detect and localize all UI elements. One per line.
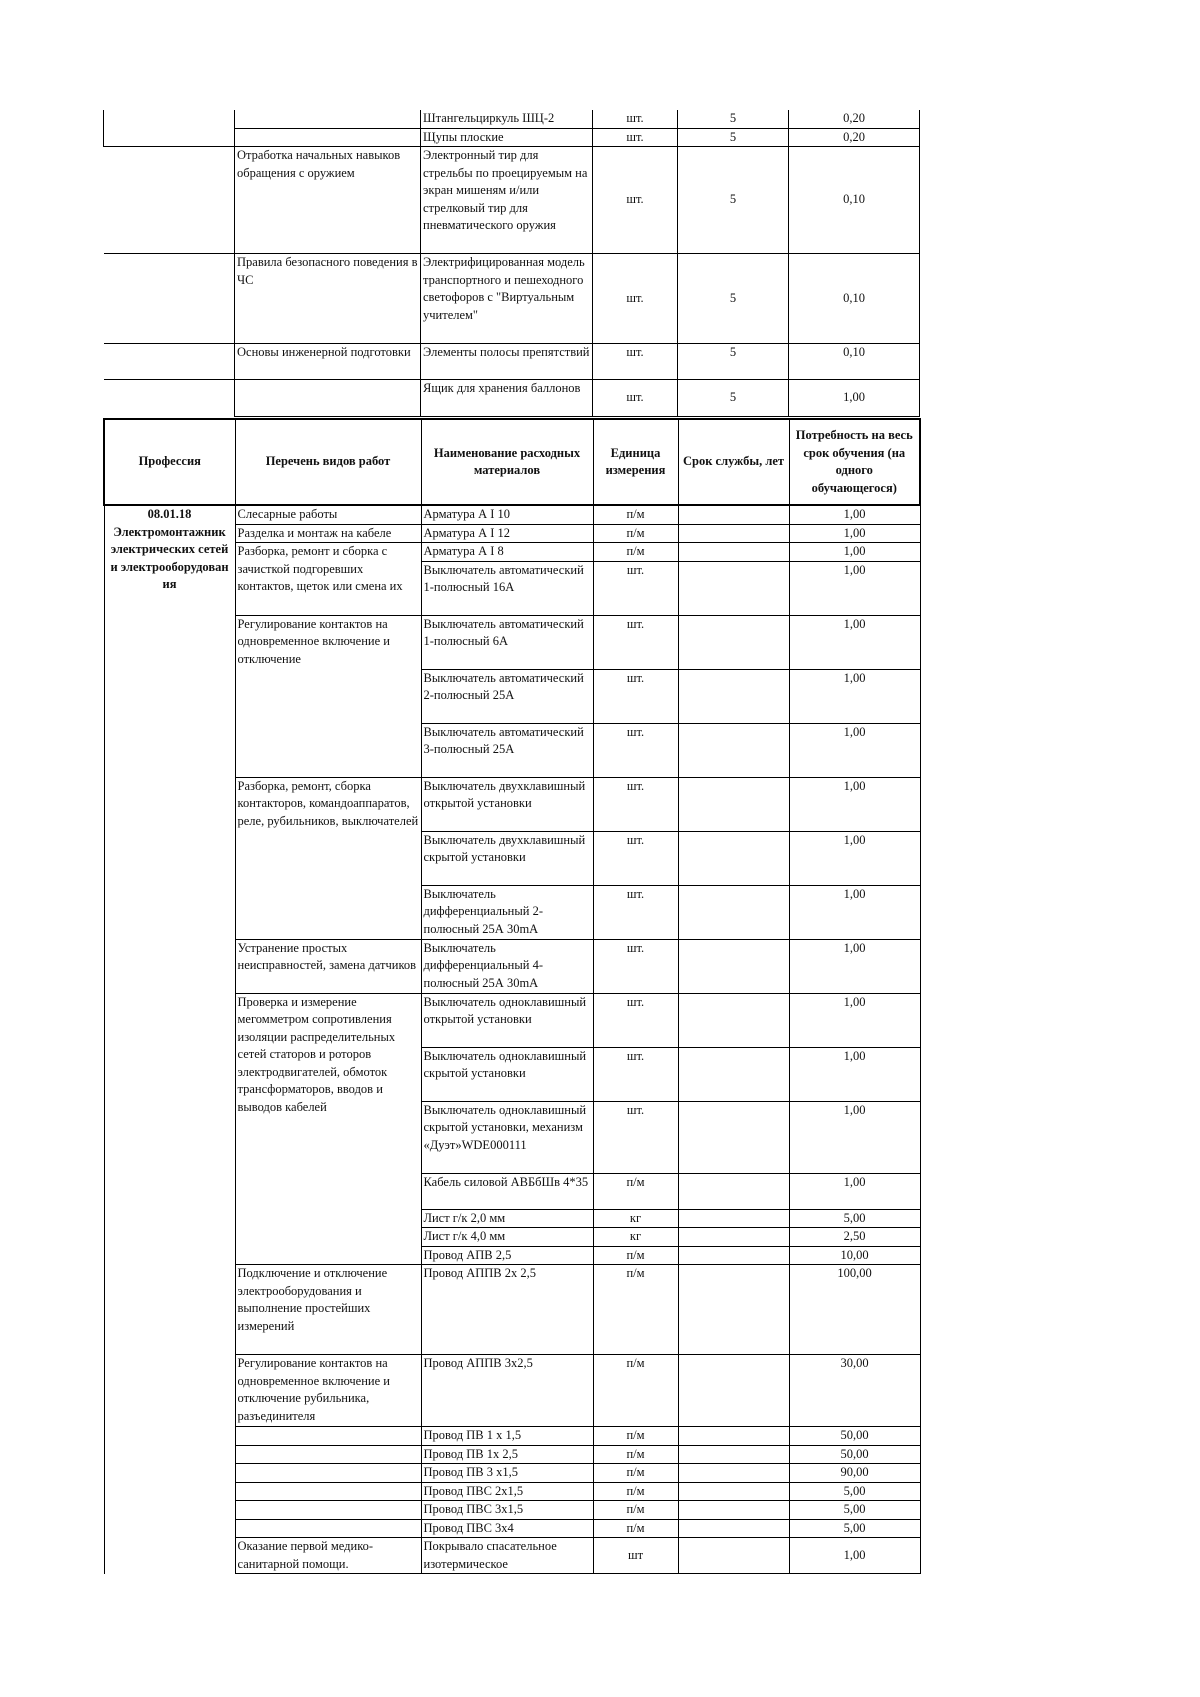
header-works: Перечень видов работ	[235, 419, 421, 505]
item-cell: Лист г/к 2,0 мм	[421, 1209, 593, 1228]
need-cell: 1,00	[789, 777, 920, 831]
need-cell: 90,00	[789, 1464, 920, 1483]
item-cell: Выключатель автоматический 3-полюсный 25А	[421, 723, 593, 777]
item-cell: Электрифицированная модель транспортного и пешеходного светофоров с "Виртуальным учителем"	[421, 254, 593, 344]
need-cell: 5,00	[789, 1519, 920, 1538]
item-cell: Провод ПВС 2х1,5	[421, 1482, 593, 1501]
header-material: Наименование расходных материалов	[421, 419, 593, 505]
header-unit: Единица измерения	[593, 419, 678, 505]
life-cell	[678, 1445, 789, 1464]
profession-cell	[104, 254, 235, 344]
work-cell: Устранение простых неисправностей, замена датчиков	[235, 939, 421, 993]
life-cell	[678, 831, 789, 885]
work-cell: Подключение и отключение электрооборудования и выполнение простейших измерений	[235, 1265, 421, 1355]
item-cell: Провод ПВ 1 х 1,5	[421, 1427, 593, 1446]
need-cell: 10,00	[789, 1246, 920, 1265]
need-cell: 0,10	[789, 344, 920, 380]
item-cell: Арматура А I 10	[421, 505, 593, 524]
work-cell: Основы инженерной подготовки	[235, 344, 421, 380]
need-cell: 1,00	[789, 524, 920, 543]
unit-cell: п/м	[593, 1482, 678, 1501]
header-life: Срок службы, лет	[678, 419, 789, 505]
life-cell	[678, 561, 789, 615]
unit-cell: п/м	[593, 524, 678, 543]
life-cell	[678, 1246, 789, 1265]
need-cell: 50,00	[789, 1445, 920, 1464]
profession-cell: 08.01.18 Электромонтажник электрических сетей и электрооборудован ия	[104, 505, 235, 1574]
consumables-table	[103, 418, 921, 1574]
unit-cell: шт.	[593, 723, 678, 777]
unit-cell: шт.	[593, 615, 678, 669]
unit-cell: шт	[593, 1538, 678, 1574]
life-cell	[678, 723, 789, 777]
need-cell: 5,00	[789, 1482, 920, 1501]
need-cell: 0,10	[789, 147, 920, 254]
item-cell: Провод АППВ 2х 2,5	[421, 1265, 593, 1355]
unit-cell: шт.	[593, 939, 678, 993]
need-cell: 1,00	[789, 543, 920, 562]
unit-cell: п/м	[593, 543, 678, 562]
unit-cell: п/м	[593, 1173, 678, 1209]
qty-cell: 5	[678, 254, 789, 344]
need-cell: 1,00	[789, 669, 920, 723]
profession-cell	[104, 147, 235, 254]
header-need: Потребность на весь срок обучения (на одного обучающегося)	[789, 419, 920, 505]
work-cell	[235, 1464, 421, 1483]
qty-cell: 5	[678, 380, 789, 417]
profession-cell	[104, 128, 235, 147]
life-cell	[678, 1482, 789, 1501]
need-cell: 5,00	[789, 1209, 920, 1228]
item-cell: Провод ПВ 1х 2,5	[421, 1445, 593, 1464]
work-cell	[235, 1519, 421, 1538]
unit-cell: п/м	[593, 505, 678, 524]
need-cell: 1,00	[789, 561, 920, 615]
need-cell: 0,10	[789, 254, 920, 344]
work-cell: Слесарные работы	[235, 505, 421, 524]
item-cell: Щупы плоские	[421, 128, 593, 147]
work-cell	[235, 1501, 421, 1520]
work-cell: Правила безопасного поведения в ЧС	[235, 254, 421, 344]
need-cell: 1,00	[789, 831, 920, 885]
item-cell: Провод ПВ 3 х1,5	[421, 1464, 593, 1483]
profession-cell	[104, 110, 235, 128]
need-cell: 1,00	[789, 1173, 920, 1209]
life-cell	[678, 1101, 789, 1173]
item-cell: Провод ПВС 3х4	[421, 1519, 593, 1538]
item-cell: Штангельциркуль ШЦ-2	[421, 110, 593, 128]
work-cell: Разборка, ремонт и сборка с зачисткой подгоревших контактов, щеток или смена их	[235, 543, 421, 616]
need-cell: 0,20	[789, 110, 920, 128]
work-cell	[235, 1427, 421, 1446]
work-cell	[235, 1445, 421, 1464]
work-cell: Разборка, ремонт, сборка контакторов, командоаппаратов, реле, рубильников, выключателей	[235, 777, 421, 939]
need-cell: 1,00	[789, 1101, 920, 1173]
work-cell	[235, 110, 421, 128]
equipment-table-continuation	[103, 110, 920, 417]
life-cell	[678, 524, 789, 543]
unit-cell: шт.	[593, 147, 678, 254]
item-cell: Арматура А I 12	[421, 524, 593, 543]
life-cell	[678, 1228, 789, 1247]
unit-cell: шт.	[593, 380, 678, 417]
item-cell: Выключатель двухклавишный скрытой установки	[421, 831, 593, 885]
unit-cell: п/м	[593, 1265, 678, 1355]
item-cell: Выключатель одноклавишный скрытой установки	[421, 1047, 593, 1101]
unit-cell: п/м	[593, 1464, 678, 1483]
item-cell: Выключатель одноклавишный скрытой установки, механизм «Дуэт»WDE000111	[421, 1101, 593, 1173]
unit-cell: п/м	[593, 1445, 678, 1464]
unit-cell: шт.	[593, 128, 678, 147]
qty-cell: 5	[678, 110, 789, 128]
item-cell: Выключатель одноклавишный открытой установки	[421, 993, 593, 1047]
item-cell: Выключатель автоматический 1-полюсный 6А	[421, 615, 593, 669]
need-cell: 1,00	[789, 380, 920, 417]
need-cell: 1,00	[789, 993, 920, 1047]
item-cell: Выключатель автоматический 1-полюсный 16А	[421, 561, 593, 615]
table-row	[104, 505, 920, 524]
life-cell	[678, 543, 789, 562]
need-cell: 1,00	[789, 885, 920, 939]
unit-cell: шт.	[593, 1047, 678, 1101]
unit-cell: шт.	[593, 344, 678, 380]
item-cell: Провод АППВ 3х2,5	[421, 1355, 593, 1427]
item-cell: Покрывало спасательное изотермическое	[421, 1538, 593, 1574]
item-cell: Выключатель дифференциальный 4-полюсный 25А 30mA	[421, 939, 593, 993]
item-cell: Ящик для хранения баллонов	[421, 380, 593, 417]
life-cell	[678, 1173, 789, 1209]
life-cell	[678, 1464, 789, 1483]
work-cell: Оказание первой медико-санитарной помощи.	[235, 1538, 421, 1574]
work-cell	[235, 128, 421, 147]
need-cell: 100,00	[789, 1265, 920, 1355]
need-cell: 1,00	[789, 615, 920, 669]
work-cell: Отработка начальных навыков обращения с оружием	[235, 147, 421, 254]
life-cell	[678, 1519, 789, 1538]
work-cell: Регулирование контактов на одновременное включение и отключение	[235, 615, 421, 777]
life-cell	[678, 1427, 789, 1446]
need-cell: 1,00	[789, 939, 920, 993]
unit-cell: шт.	[593, 777, 678, 831]
need-cell: 1,00	[789, 505, 920, 524]
unit-cell: шт.	[593, 885, 678, 939]
item-cell: Элементы полосы препятствий	[421, 344, 593, 380]
unit-cell: п/м	[593, 1246, 678, 1265]
life-cell	[678, 1265, 789, 1355]
item-cell: Кабель силовой АВБбШв 4*35	[421, 1173, 593, 1209]
unit-cell: кг	[593, 1209, 678, 1228]
life-cell	[678, 615, 789, 669]
item-cell: Электронный тир для стрельбы по проецируемым на экран мишеням и/или стрелковый тир для пневматического оружия	[421, 147, 593, 254]
item-cell: Провод ПВС 3х1,5	[421, 1501, 593, 1520]
work-cell	[235, 380, 421, 417]
unit-cell: кг	[593, 1228, 678, 1247]
life-cell	[678, 885, 789, 939]
unit-cell: шт.	[593, 669, 678, 723]
unit-cell: шт.	[593, 561, 678, 615]
need-cell: 0,20	[789, 128, 920, 147]
item-cell: Лист г/к 4,0 мм	[421, 1228, 593, 1247]
qty-cell: 5	[678, 128, 789, 147]
item-cell: Выключатель дифференциальный 2-полюсный 25А 30mA	[421, 885, 593, 939]
unit-cell: шт.	[593, 110, 678, 128]
unit-cell: шт.	[593, 254, 678, 344]
need-cell: 50,00	[789, 1427, 920, 1446]
need-cell: 1,00	[789, 723, 920, 777]
item-cell: Выключатель двухклавишный открытой установки	[421, 777, 593, 831]
unit-cell: п/м	[593, 1427, 678, 1446]
need-cell: 1,00	[789, 1047, 920, 1101]
item-cell: Выключатель автоматический 2-полюсный 25А	[421, 669, 593, 723]
qty-cell: 5	[678, 344, 789, 380]
need-cell: 5,00	[789, 1501, 920, 1520]
unit-cell: шт.	[593, 831, 678, 885]
life-cell	[678, 777, 789, 831]
work-cell: Разделка и монтаж на кабеле	[235, 524, 421, 543]
header-profession: Профессия	[104, 419, 235, 505]
work-cell: Регулирование контактов на одновременное включение и отключение рубильника, разъединителя	[235, 1355, 421, 1427]
life-cell	[678, 1355, 789, 1427]
item-cell: Арматура А I 8	[421, 543, 593, 562]
need-cell: 30,00	[789, 1355, 920, 1427]
life-cell	[678, 669, 789, 723]
unit-cell: п/м	[593, 1355, 678, 1427]
unit-cell: шт.	[593, 993, 678, 1047]
need-cell: 2,50	[789, 1228, 920, 1247]
item-cell: Провод АПВ 2,5	[421, 1246, 593, 1265]
unit-cell: п/м	[593, 1519, 678, 1538]
qty-cell: 5	[678, 147, 789, 254]
work-cell: Проверка и измерение мегомметром сопротивления изоляции распределительных сетей статоров и роторов электродвигателей, обмоток трансформаторов, вводов и выводов кабелей	[235, 993, 421, 1265]
unit-cell: п/м	[593, 1501, 678, 1520]
work-cell	[235, 1482, 421, 1501]
life-cell	[678, 1047, 789, 1101]
unit-cell: шт.	[593, 1101, 678, 1173]
life-cell	[678, 993, 789, 1047]
life-cell	[678, 1501, 789, 1520]
life-cell	[678, 939, 789, 993]
life-cell	[678, 1538, 789, 1574]
life-cell	[678, 1209, 789, 1228]
need-cell: 1,00	[789, 1538, 920, 1574]
life-cell	[678, 505, 789, 524]
profession-cell	[104, 380, 235, 417]
profession-cell	[104, 344, 235, 380]
